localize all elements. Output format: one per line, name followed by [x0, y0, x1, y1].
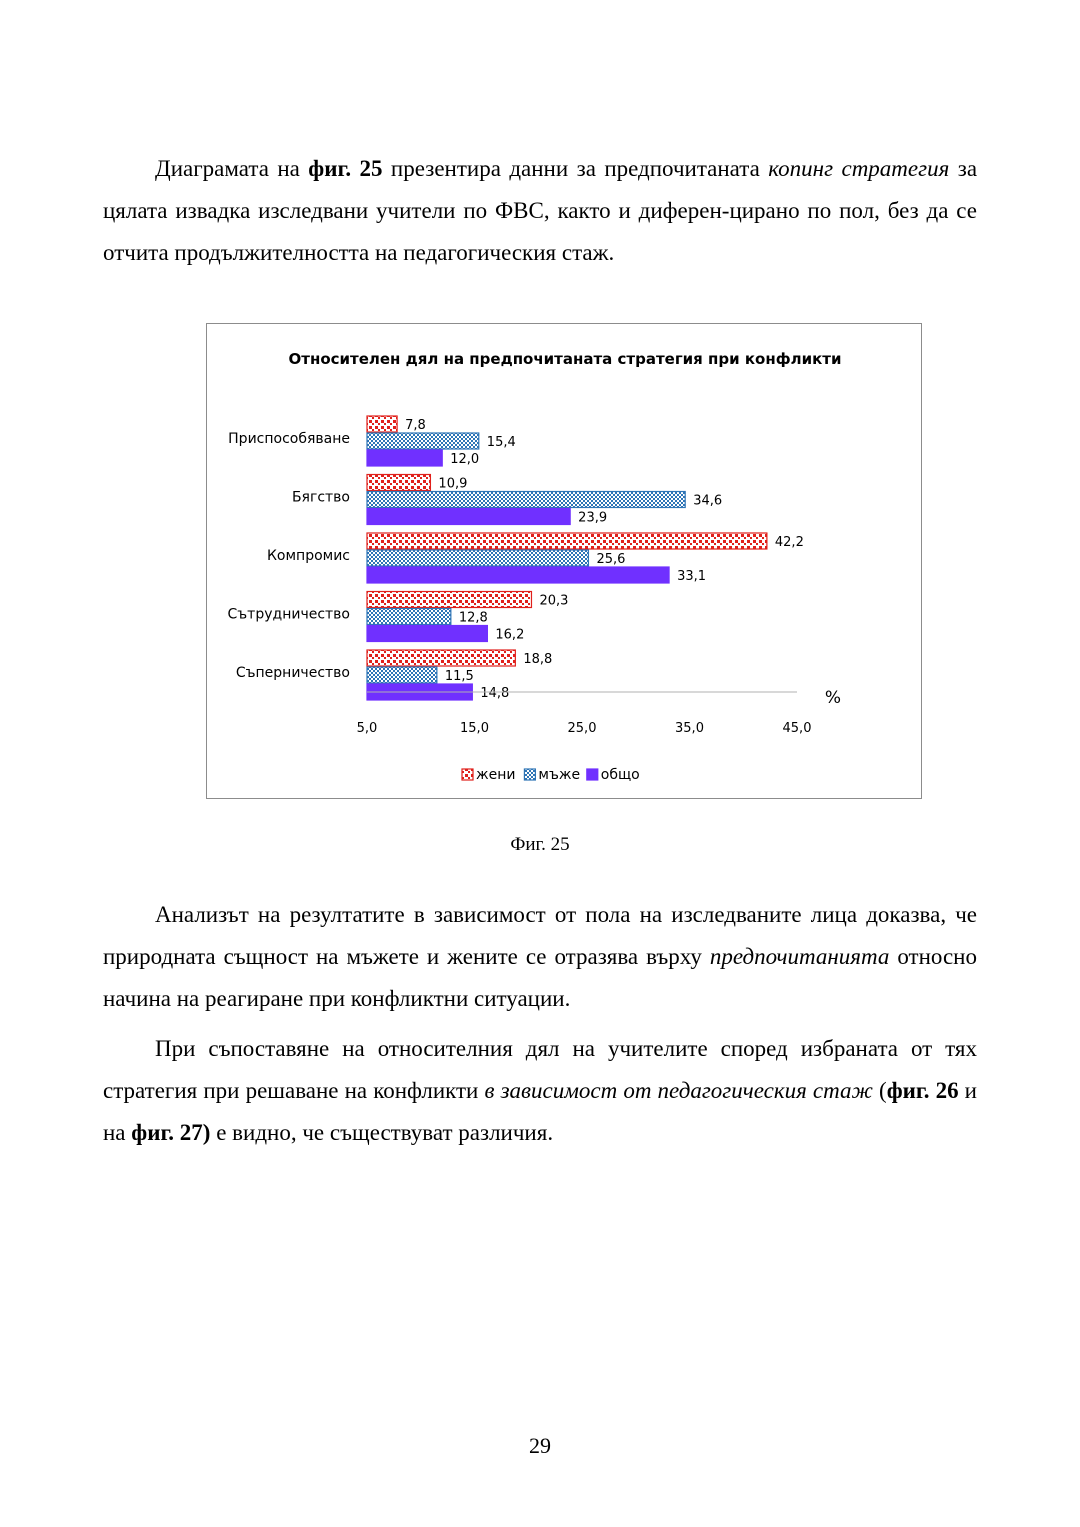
chart-title: Относителен дял на предпочитаната стратегия при конфликти — [288, 350, 842, 368]
x-tick-label: 25,0 — [567, 721, 597, 736]
p3-text-4: е видно, че съществуват различия. — [210, 1120, 554, 1145]
bar-мъже — [367, 492, 685, 508]
x-tick-label: 35,0 — [675, 721, 704, 736]
bar-общо — [367, 626, 487, 642]
paragraph-1 — [103, 148, 977, 274]
legend-swatch-мъже — [524, 769, 535, 780]
p2-text-2: относно начина на реагиране при конфликтни ситуации. — [103, 944, 977, 1011]
p2-text-1: Анализът на резултатите в зависимост от пола на изследваните лица доказва, че природната същност на мъжете и жените се отразява върху — [103, 902, 977, 969]
category-label: Приспособяване — [228, 431, 350, 447]
category-label: Бягство — [291, 489, 350, 506]
data-label: 10,9 — [438, 476, 468, 492]
data-label: 7,8 — [405, 418, 426, 433]
bar-мъже — [367, 433, 479, 449]
data-label: 34,6 — [693, 493, 723, 509]
category-label: Компромис — [266, 548, 350, 564]
p3-text-1: При съпоставяне на относителния дял на учителите според избраната от тях стратегия при решаване на конфликти — [103, 1036, 977, 1103]
bar-мъже — [367, 550, 588, 566]
bar-жени — [367, 533, 767, 549]
figure-caption: Фиг. 25 — [510, 834, 570, 855]
data-label: 20,3 — [539, 593, 569, 609]
paragraph-3 — [103, 1028, 977, 1154]
paragraph-2 — [103, 894, 977, 1020]
legend-label: жени — [476, 767, 516, 783]
data-label: 12,8 — [458, 610, 488, 626]
bar-жени — [367, 416, 397, 432]
bar-общо — [367, 509, 570, 525]
data-label: 12,0 — [450, 452, 480, 467]
x-tick-label: 45,0 — [782, 721, 812, 736]
legend-label: мъже — [538, 767, 581, 783]
p3-italic-phrase: в зависимост от педагогическия стаж — [484, 1078, 873, 1103]
p1-fig-ref: фиг. 25 — [308, 156, 383, 181]
x-tick-label: 15,0 — [460, 721, 489, 736]
data-label: 42,2 — [774, 535, 804, 550]
data-label: 16,2 — [495, 627, 525, 643]
bar-жени — [367, 592, 531, 608]
category-label: Сътрудничество — [227, 606, 350, 623]
bar-жени — [367, 650, 515, 666]
legend-label: общо — [600, 767, 640, 783]
bar-общо — [367, 450, 442, 466]
data-label: 33,1 — [677, 569, 707, 584]
bar-жени — [367, 475, 430, 491]
chart-frame — [206, 323, 922, 799]
x-unit-label: % — [824, 688, 842, 708]
p1-text-1: Диаграмата на — [155, 156, 309, 181]
p3-text-3: и на — [103, 1078, 977, 1145]
p1-text-3: за цялата извадка изследвани учители по ФВС, както и диферен-цирано по пол, без да се отчита продължителността на педагогическия стаж. — [103, 156, 978, 265]
p3-text-2: ( — [872, 1078, 887, 1103]
p1-italic-term: копинг стратегия — [768, 156, 950, 181]
data-label: 25,6 — [596, 552, 626, 567]
legend-swatch-жени — [462, 769, 473, 780]
data-label: 23,9 — [578, 510, 608, 526]
data-label: 15,4 — [486, 435, 516, 450]
p2-italic-term: предпочитанията — [709, 944, 890, 969]
data-label: 18,8 — [523, 652, 553, 667]
bar-мъже — [367, 667, 437, 683]
p3-fig-ref-27: фиг. 27) — [131, 1120, 211, 1145]
bar-общо — [367, 567, 669, 583]
legend-swatch-общо — [587, 769, 598, 780]
p1-text-2: презентира данни за предпочитаната — [382, 156, 769, 181]
page-number: 29 — [529, 1433, 551, 1458]
bar-chart — [207, 324, 923, 800]
data-label: 14,8 — [480, 686, 510, 701]
data-label: 11,5 — [444, 669, 474, 684]
p3-fig-ref-26: фиг. 26 — [886, 1078, 959, 1103]
bar-мъже — [367, 609, 451, 625]
category-label: Съперничество — [235, 665, 350, 681]
x-tick-label: 5,0 — [356, 721, 378, 736]
